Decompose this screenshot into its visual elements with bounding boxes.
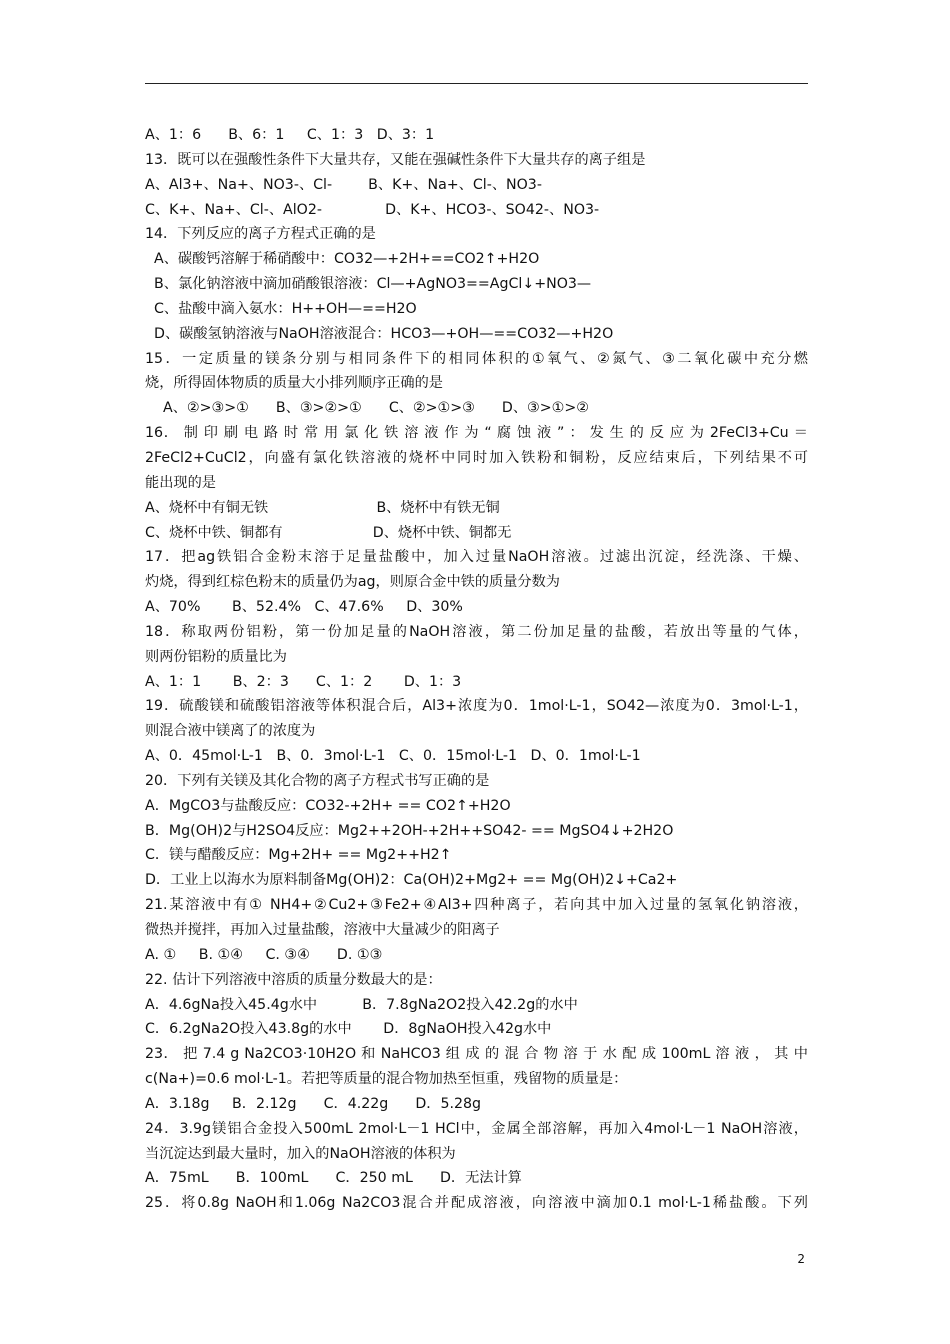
text-line: A、②>③>① B、③>②>① C、②>①>③ D、③>①>② xyxy=(145,400,589,417)
text-line: D．工业上以海水为原料制备Mg(OH)2：Ca(OH)2+Mg2+ == Mg(OH)2↓+Ca2+ xyxy=(145,872,678,889)
text-line: 18．称取两份铝粉，第一份加足量的NaOH溶液，第二份加足量的盐酸，若放出等量的气体， xyxy=(145,623,808,640)
text-line: 灼烧，得到红棕色粉末的质量仍为ag，则原合金中铁的质量分数为 xyxy=(145,574,560,591)
text-line: A．MgCO3与盐酸反应：CO32-+2H+ == CO2↑+H2O xyxy=(145,797,511,814)
text-line: A、70% B、52.4% C、47.6% D、30% xyxy=(145,599,463,616)
text-line: 16． 制 印 刷 电 路 时 常 用 氯 化 铁 溶 液 作 为 “ 腐 蚀 液 ” ： 发 生 的 反 应 为 2FeCl3+Cu ＝ xyxy=(145,425,808,442)
text-line: A、0．45mol·L-1 B、0．3mol·L-1 C、0．15mol·L-1 D、0．1mol·L-1 xyxy=(145,748,641,765)
text-line: D、碳酸氢钠溶液与NaOH溶液混合：HCO3—+OH—==CO32—+H2O xyxy=(145,325,614,342)
text-line: B、氯化钠溶液中滴加硝酸银溶液：Cl—+AgNO3==AgCl↓+NO3— xyxy=(145,276,592,293)
text-line: A．3.18g B．2.12g C．4.22g D．5.28g xyxy=(145,1095,482,1112)
text-line: 19．硫酸镁和硫酸铝溶液等体积混合后，Al3+浓度为0．1mol·L-1，SO42—浓度为0．3mol·L-1， xyxy=(145,698,808,715)
text-line: 烧，所得固体物质的质量大小排列顺序正确的是 xyxy=(145,375,443,392)
text-line: 21.某溶液中有① NH4+②Cu2+③Fe2+④Al3+四种离子，若向其中加入过量的氢氧化钠溶液， xyxy=(145,897,808,914)
text-line: 则混合液中镁离了的浓度为 xyxy=(145,723,316,740)
text-line: C、烧杯中铁、铜都有 D、烧杯中铁、铜都无 xyxy=(145,524,512,541)
text-line: A、碳酸钙溶解于稀硝酸中：CO32—+2H+==CO2↑+H2O xyxy=(145,251,540,268)
text-line: 14．下列反应的离子方程式正确的是 xyxy=(145,226,376,243)
text-line: B．Mg(OH)2与H2SO4反应：Mg2++2OH-+2H++SO42- == MgSO4↓+2H2O xyxy=(145,822,674,839)
text-line: C．6.2gNa2O投入43.8g的水中 D．8gNaOH投入42g水中 xyxy=(145,1021,552,1038)
text-line: 25．将0.8g NaOH和1.06g Na2CO3混合并配成溶液，向溶液中滴加0.1 mol·L-1稀盐酸。下列 xyxy=(145,1195,808,1212)
text-line: A、Al3+、Na+、NO3-、Cl- B、K+、Na+、Cl-、NO3- xyxy=(145,176,542,193)
text-line: 则两份铝粉的质量比为 xyxy=(145,648,287,665)
page-number: 2 xyxy=(797,1252,805,1266)
text-line: A．75mL B．100mL C．250 mL D．无法计算 xyxy=(145,1170,522,1187)
text-line: A. ① B. ①④ C. ③④ D. ①③ xyxy=(145,946,383,963)
text-line: 13．既可以在强酸性条件下大量共存，又能在强碱性条件下大量共存的离子组是 xyxy=(145,151,646,168)
text-line: A、1：1 B、2：3 C、1：2 D、1：3 xyxy=(145,673,462,690)
document-body xyxy=(145,123,808,1216)
text-line: C．镁与醋酸反应：Mg+2H+ == Mg2++H2↑ xyxy=(145,847,452,864)
text-line: 当沉淀达到最大量时，加入的NaOH溶液的体积为 xyxy=(145,1145,456,1162)
text-line: 15．一定质量的镁条分别与相同条件下的相同体积的①氧气、②氮气、③二氧化碳中充分燃 xyxy=(145,350,808,367)
text-line: 2FeCl2+CuCl2，向盛有氯化铁溶液的烧杯中同时加入铁粉和铜粉，反应结束后，下列结果不可 xyxy=(145,449,808,466)
text-line: C、K+、Na+、Cl-、AlO2- D、K+、HCO3-、SO42-、NO3- xyxy=(145,201,600,218)
text-line: 22. 估计下列溶液中溶质的质量分数最大的是： xyxy=(145,971,442,988)
text-line: 能出现的是 xyxy=(145,474,216,491)
text-line: 17．把ag铁铝合金粉末溶于足量盐酸中，加入过量NaOH溶液。过滤出沉淀，经洗涤、干燥、 xyxy=(145,549,808,566)
text-line: A．4.6gNa投入45.4g水中 B．7.8gNa2O2投入42.2g的水中 xyxy=(145,996,578,1013)
text-line: 20．下列有关镁及其化合物的离子方程式书写正确的是 xyxy=(145,772,490,789)
text-line: 24．3.9g镁铝合金投入500mL 2mol·L－1 HCl中，金属全部溶解，再加入4mol·L－1 NaOH溶液， xyxy=(145,1120,808,1137)
text-line: C、盐酸中滴入氨水：H++OH—==H2O xyxy=(145,300,417,317)
text-line: A、1：6 B、6：1 C、1：3 D、3：1 xyxy=(145,127,435,143)
text-line: c(Na+)=0.6 mol·L-1。若把等质量的混合物加热至恒重，残留物的质量是： xyxy=(145,1071,628,1088)
text-line: 微热并搅拌，再加入过量盐酸，溶液中大量减少的阳离子 xyxy=(145,922,500,938)
header-rule xyxy=(145,83,808,84)
text-line: A、烧杯中有铜无铁 B、烧杯中有铁无铜 xyxy=(145,499,500,516)
text-line: 23． 把 7.4 g Na2CO3·10H2O 和 NaHCO3 组 成 的 混 合 物 溶 于 水 配 成 100mL 溶 液 ， 其 中 xyxy=(145,1046,808,1063)
